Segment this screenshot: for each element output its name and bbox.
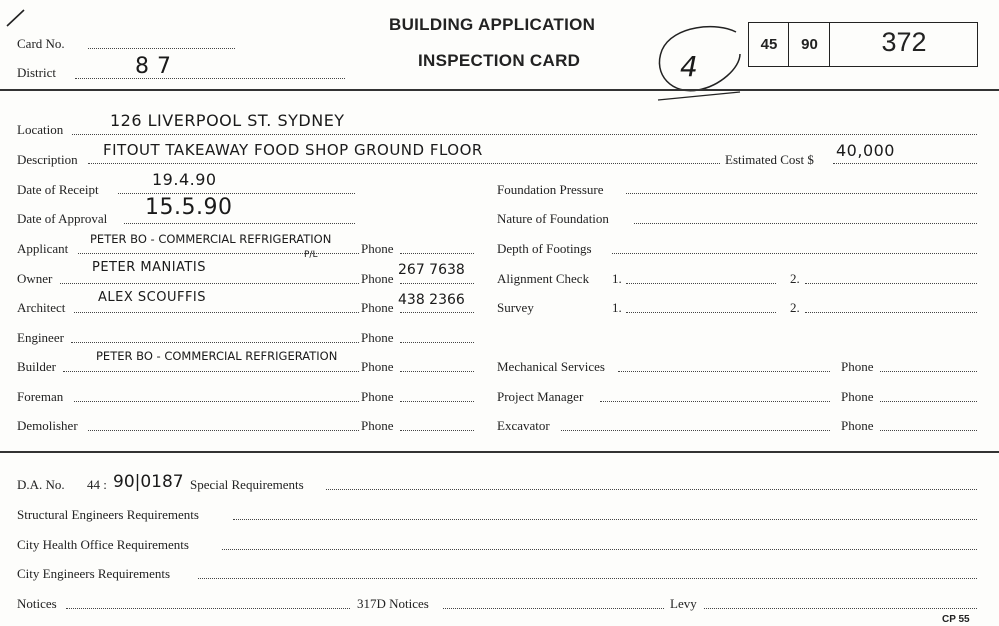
alignment-num-2: 2.: [790, 271, 800, 286]
excavator-field[interactable]: [561, 430, 830, 431]
notices-label: Notices: [17, 596, 57, 611]
city-engineers-field[interactable]: [198, 578, 977, 579]
foundation-pressure-label: Foundation Pressure: [497, 182, 604, 197]
district-label: District: [17, 65, 56, 80]
applicant-label: Applicant: [17, 241, 69, 256]
nature-foundation-field[interactable]: [634, 223, 977, 224]
builder-phone-field[interactable]: [400, 371, 474, 372]
form-title-line2: INSPECTION CARD: [418, 51, 581, 70]
district-value: 8 7: [135, 54, 172, 79]
depth-footings-label: Depth of Footings: [497, 241, 592, 256]
architect-phone-field[interactable]: [400, 312, 474, 313]
applicant-suffix: P/L: [304, 250, 318, 260]
project-manager-label: Project Manager: [497, 389, 584, 404]
survey-label: Survey: [497, 300, 534, 315]
applicant-phone-label: Phone: [361, 241, 394, 256]
levy-label: Levy: [670, 596, 697, 611]
da-no-value: 90|0187: [113, 472, 184, 492]
applicant-value: PETER BO - COMMERCIAL REFRIGERATION: [90, 232, 332, 246]
location-value: 126 LIVERPOOL ST. SYDNEY: [110, 111, 345, 130]
foreman-phone-field[interactable]: [400, 401, 474, 402]
architect-field[interactable]: [74, 312, 359, 313]
foreman-phone-label: Phone: [361, 389, 394, 404]
tick-mark-icon: [4, 6, 28, 30]
form-title-line1: BUILDING APPLICATION: [389, 15, 596, 34]
engineer-phone-label: Phone: [361, 330, 394, 345]
city-health-label: City Health Office Requirements: [17, 537, 189, 552]
reference-box-a: 45: [760, 36, 778, 53]
project-manager-field[interactable]: [600, 401, 830, 402]
date-receipt-field[interactable]: [118, 193, 355, 194]
alignment-field-2[interactable]: [805, 283, 977, 284]
survey-num-1: 1.: [612, 300, 622, 315]
reference-box-divider-2: [829, 22, 830, 67]
city-engineers-label: City Engineers Requirements: [17, 566, 171, 581]
builder-phone-label: Phone: [361, 359, 394, 374]
card-no-field[interactable]: [88, 48, 235, 49]
reference-box-c: 372: [881, 27, 927, 57]
special-requirements-label: Special Requirements: [190, 477, 304, 492]
architect-phone-label: Phone: [361, 300, 394, 315]
demolisher-phone-label: Phone: [361, 418, 394, 433]
nature-foundation-label: Nature of Foundation: [497, 211, 609, 226]
description-field[interactable]: [88, 163, 720, 164]
architect-phone-value: 438 2366: [398, 292, 465, 308]
owner-phone-value: 267 7638: [398, 262, 465, 278]
mechanical-services-label: Mechanical Services: [497, 359, 605, 374]
da-no-label: D.A. No.: [17, 477, 65, 492]
builder-field[interactable]: [63, 371, 359, 372]
form-code: CP 55: [942, 614, 970, 625]
engineer-label: Engineer: [17, 330, 64, 345]
excavator-label: Excavator: [497, 418, 550, 433]
reference-box-divider-1: [788, 22, 789, 67]
alignment-check-label: Alignment Check: [497, 271, 590, 286]
estimated-cost-field[interactable]: [833, 163, 977, 164]
description-value: FITOUT TAKEAWAY FOOD SHOP GROUND FLOOR: [103, 141, 483, 159]
architect-label: Architect: [17, 300, 66, 315]
survey-field-1[interactable]: [626, 312, 776, 313]
mechanical-services-field[interactable]: [618, 371, 830, 372]
notices-317d-label: 317D Notices: [357, 596, 429, 611]
foundation-pressure-field[interactable]: [626, 193, 977, 194]
foreman-label: Foreman: [17, 389, 64, 404]
da-no-prefix: 44 :: [87, 477, 107, 492]
estimated-cost-value: 40,000: [836, 141, 895, 160]
date-approval-field[interactable]: [124, 223, 355, 224]
owner-value: PETER MANIATIS: [92, 260, 206, 275]
applicant-phone-field[interactable]: [400, 253, 474, 254]
builder-value: PETER BO - COMMERCIAL REFRIGERATION: [96, 349, 338, 363]
owner-phone-field[interactable]: [400, 283, 474, 284]
location-label: Location: [17, 122, 64, 137]
excavator-phone-field[interactable]: [880, 430, 977, 431]
engineer-field[interactable]: [71, 342, 359, 343]
depth-footings-field[interactable]: [612, 253, 977, 254]
owner-phone-label: Phone: [361, 271, 394, 286]
engineer-phone-field[interactable]: [400, 342, 474, 343]
survey-field-2[interactable]: [805, 312, 977, 313]
owner-field[interactable]: [60, 283, 359, 284]
estimated-cost-label: Estimated Cost $: [725, 152, 814, 167]
alignment-num-1: 1.: [612, 271, 622, 286]
notices-field[interactable]: [66, 608, 350, 609]
demolisher-phone-field[interactable]: [400, 430, 474, 431]
demolisher-label: Demolisher: [17, 418, 78, 433]
reference-box-b: 90: [801, 36, 818, 53]
structural-engineers-label: Structural Engineers Requirements: [17, 507, 199, 522]
location-field[interactable]: [72, 134, 977, 135]
demolisher-field[interactable]: [88, 430, 359, 431]
date-receipt-value: 19.4.90: [152, 170, 217, 189]
notices-317d-field[interactable]: [443, 608, 664, 609]
date-receipt-label: Date of Receipt: [17, 182, 99, 197]
description-label: Description: [17, 152, 78, 167]
survey-num-2: 2.: [790, 300, 800, 315]
mechanical-phone-field[interactable]: [880, 371, 977, 372]
owner-label: Owner: [17, 271, 53, 286]
architect-value: ALEX SCOUFFIS: [98, 290, 207, 305]
builder-label: Builder: [17, 359, 56, 374]
section-divider-bottom: [0, 451, 999, 453]
section-divider-top: [0, 89, 999, 91]
project-manager-phone-field[interactable]: [880, 401, 977, 402]
excavator-phone-label: Phone: [841, 418, 874, 433]
special-requirements-field[interactable]: [326, 489, 977, 490]
project-manager-phone-label: Phone: [841, 389, 874, 404]
structural-engineers-field[interactable]: [233, 519, 977, 520]
city-health-field[interactable]: [222, 549, 977, 550]
district-field[interactable]: [75, 78, 345, 79]
alignment-field-1[interactable]: [626, 283, 776, 284]
foreman-field[interactable]: [74, 401, 359, 402]
mechanical-phone-label: Phone: [841, 359, 874, 374]
date-approval-label: Date of Approval: [17, 211, 108, 226]
card-no-label: Card No.: [17, 36, 65, 51]
date-approval-value: 15.5.90: [145, 195, 233, 220]
levy-field[interactable]: [704, 608, 977, 609]
circle-mark-value: 4: [680, 50, 699, 83]
